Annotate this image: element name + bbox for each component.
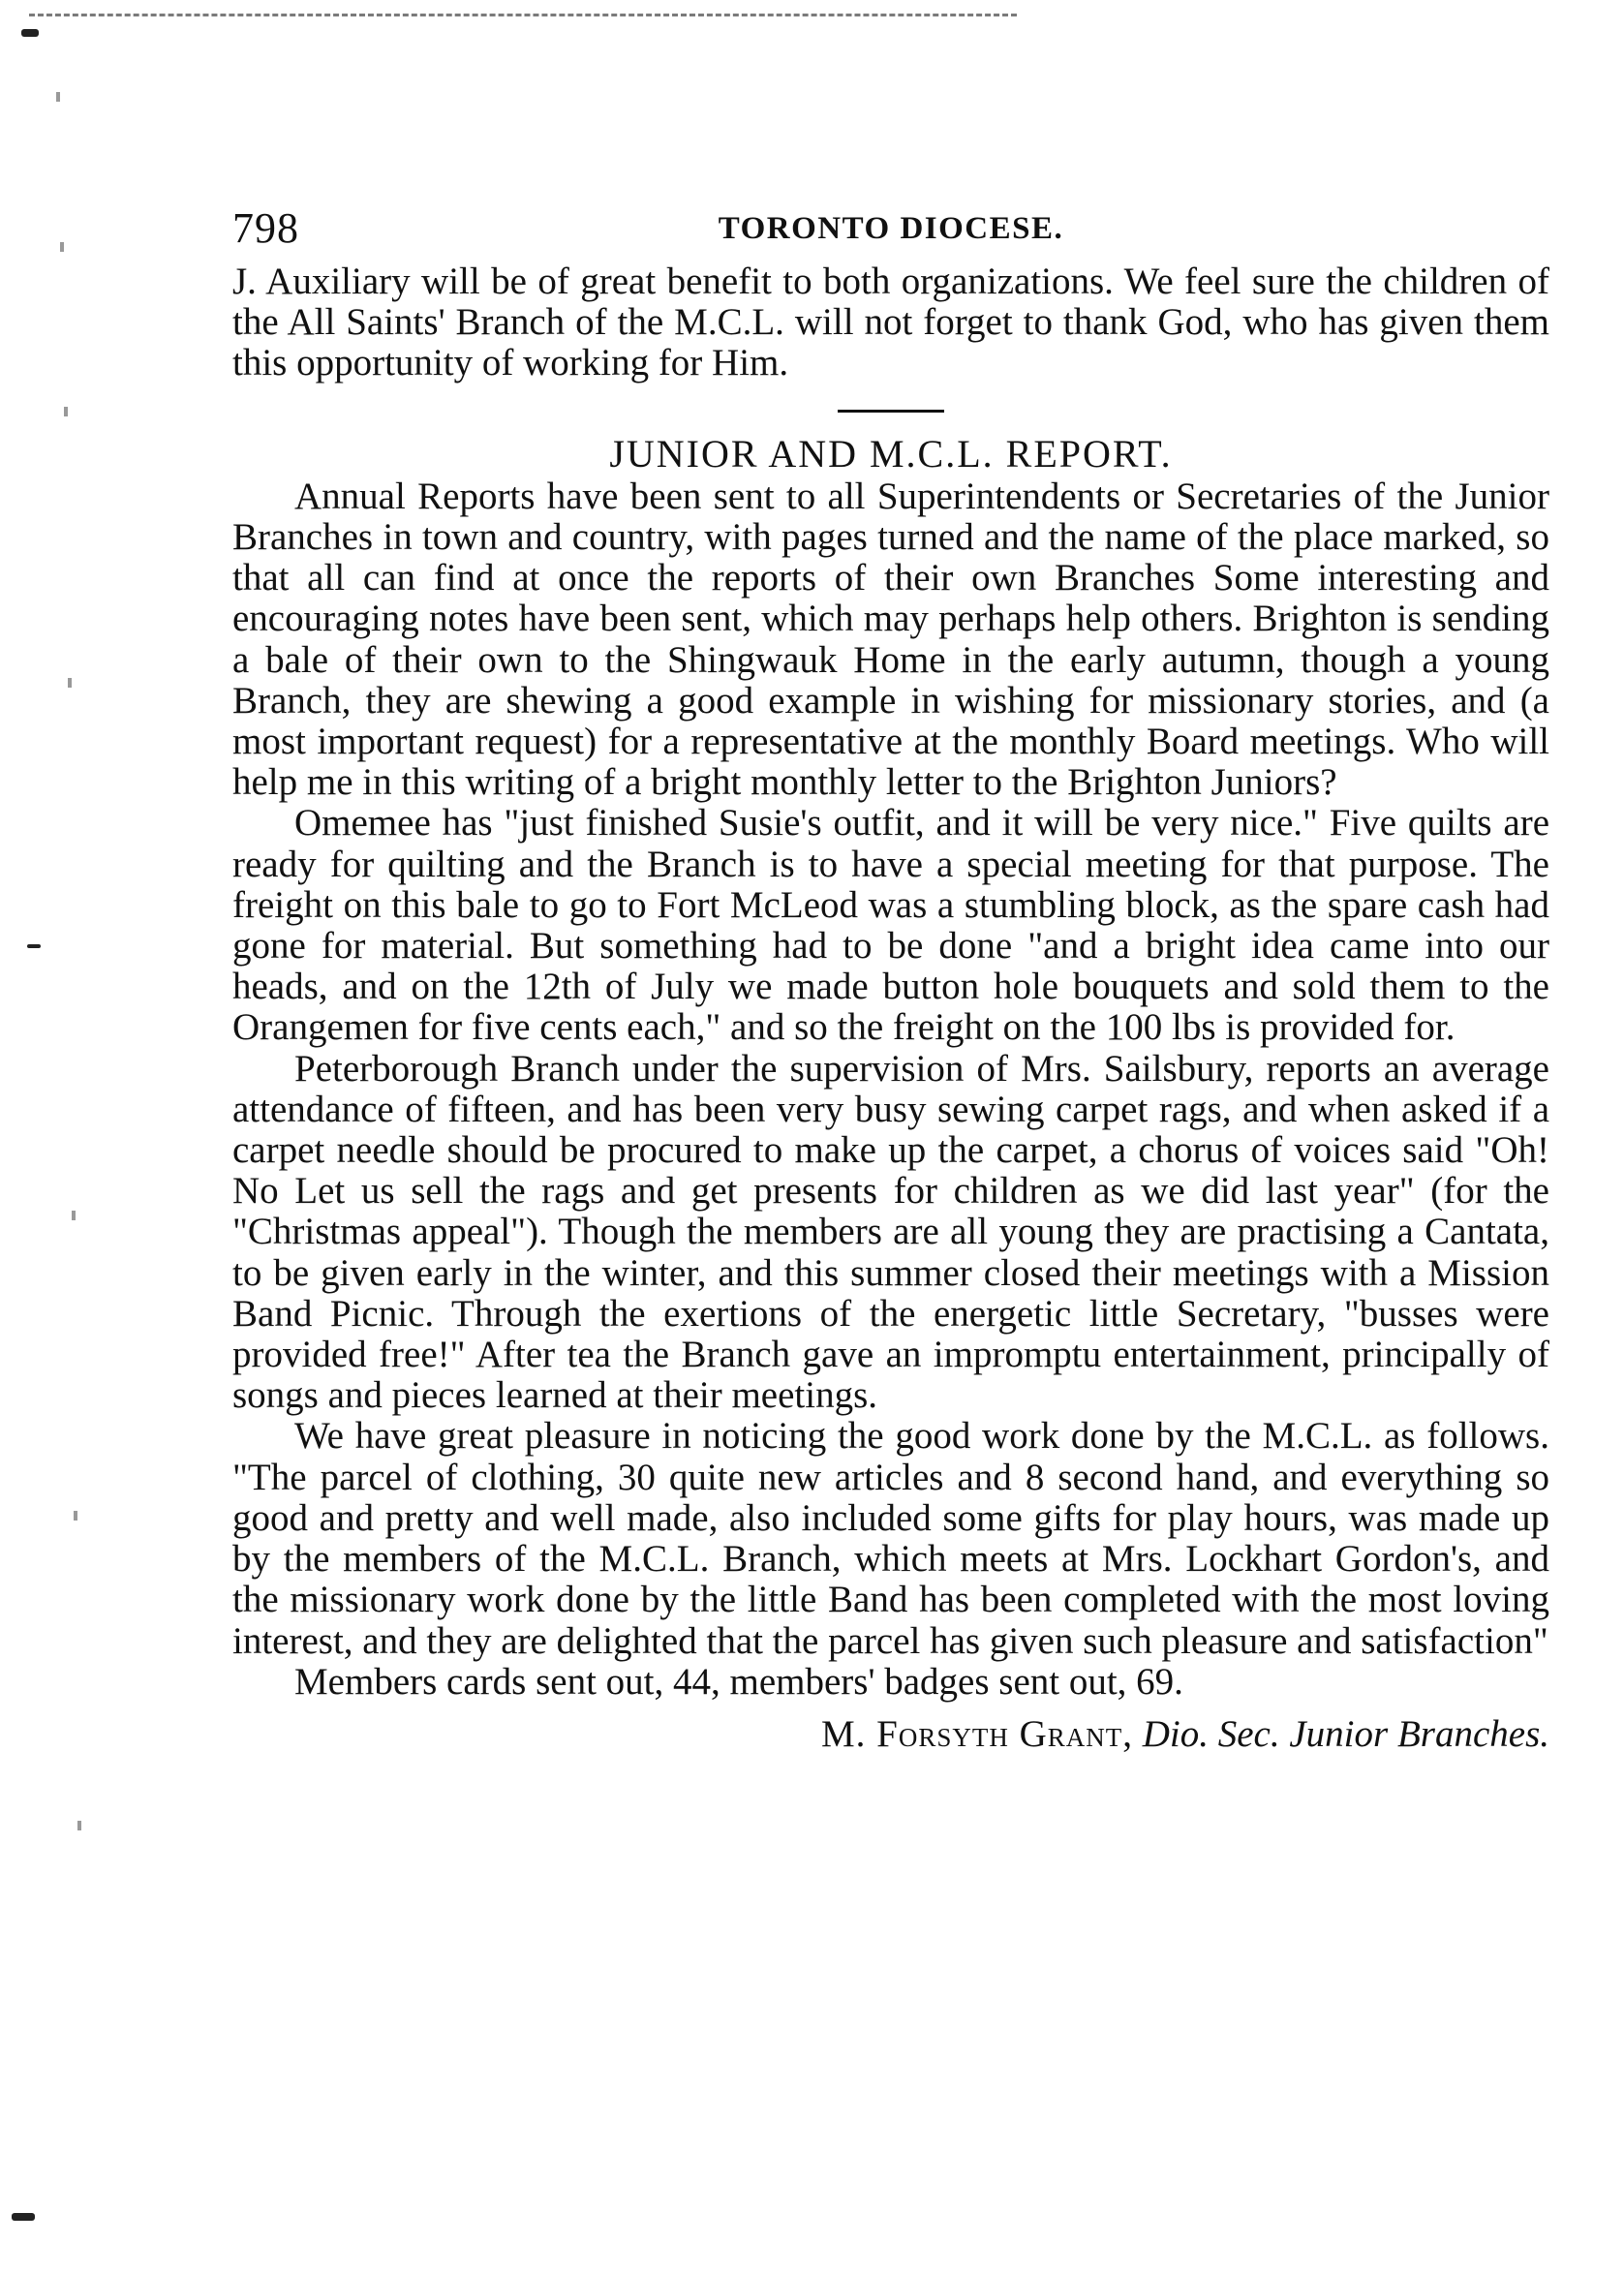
scan-mark <box>27 944 41 948</box>
paragraph-mcl-work: We have great pleasure in noticing the good work done by the M.C.L. as follows. "The parcel of clothing, 30 quite new articles and 8 second hand, and everything so good and pretty and well made, also included some gifts for play hours, was made up by the members of the M.C.L. Branch, which meets at Mrs. Lockhart Gordon's, and the missionary work done by the little Band has been completed with the most loving interest, and they are delighted that the parcel has given such pleasure and satisfaction" <box>232 1415 1549 1662</box>
paragraph-peterborough: Peterborough Branch under the supervision of Mrs. Sailsbury, reports an average attendance of fifteen, and has been very busy sewing carpet rags, and when asked if a carpet needle should be procured to make up the carpet, a chorus of voices said "Oh! No Let us sell the rags and get presents for children as we did last year" (for the "Christmas appeal"). Though the members are all young they are practising a Cantata, to be given early in the winter, and this summer closed their meetings with a Mission Band Picnic. Through the exertions of the energetic little Secretary, "busses were provided free!" After tea the Branch gave an impromptu entertainment, principally of songs and pieces learned at their meetings. <box>232 1047 1549 1417</box>
scan-top-rule <box>29 14 1017 16</box>
scan-mark <box>64 407 68 416</box>
page-body <box>232 261 1549 1755</box>
section-divider <box>838 410 944 413</box>
scan-mark <box>12 2213 35 2221</box>
scan-mark <box>68 678 72 688</box>
scan-mark <box>77 1821 81 1830</box>
scan-mark <box>72 1211 76 1220</box>
scan-mark <box>74 1511 77 1521</box>
book-page <box>232 194 1549 1755</box>
signature <box>232 1714 1549 1755</box>
scan-mark <box>21 29 39 37</box>
running-head <box>232 194 1549 261</box>
paragraph-annual-reports: Annual Reports have been sent to all Superintendents or Secretaries of the Junior Branches in town and country, with pages turned and the name of the place marked, so that all can find at once the reports of their own Branches Some interesting and encouraging notes have been sent, which may perhaps help others. Brighton is sending a bale of their own to the Shingwauk Home in the early autumn, though a young Branch, they are shewing a good example in wishing for missionary stories, and (a most important request) for a representative at the monthly Board meetings. Who will help me in this writing of a bright monthly letter to the Brighton Juniors? <box>232 475 1549 804</box>
page-header-title: TORONTO DIOCESE. <box>718 211 1064 246</box>
paragraph-members-cards: Members cards sent out, 44, members' badges sent out, 69. <box>294 1660 1183 1703</box>
signature-title: Dio. Sec. Junior Branches. <box>1142 1712 1549 1755</box>
scan-mark <box>60 242 64 252</box>
paragraph-omemee: Omemee has "just finished Susie's outfit, and it will be very nice." Five quilts are ready for quilting and the Branch is to have a special meeting for that purpose. The freight on this bale to go to Fort McLeod was a stumbling block, as the spare cash had gone for material. But something had to be done "and a bright idea came into our heads, and on the 12th of July we made button hole bouquets and sold them to the Orangemen for five cents each," and so the freight on the 100 lbs is provided for. <box>232 802 1549 1049</box>
signature-name: M. Forsyth Grant, <box>820 1712 1133 1755</box>
scan-mark <box>56 92 60 102</box>
section-heading: JUNIOR AND M.C.L. REPORT. <box>609 431 1173 476</box>
page-number: 798 <box>232 204 299 252</box>
intro-paragraph: J. Auxiliary will be of great benefit to both organizations. We feel sure the children of the All Saints' Branch of the M.C.L. will not forget to thank God, who has given them this opportunity of working for Him. <box>232 261 1549 384</box>
